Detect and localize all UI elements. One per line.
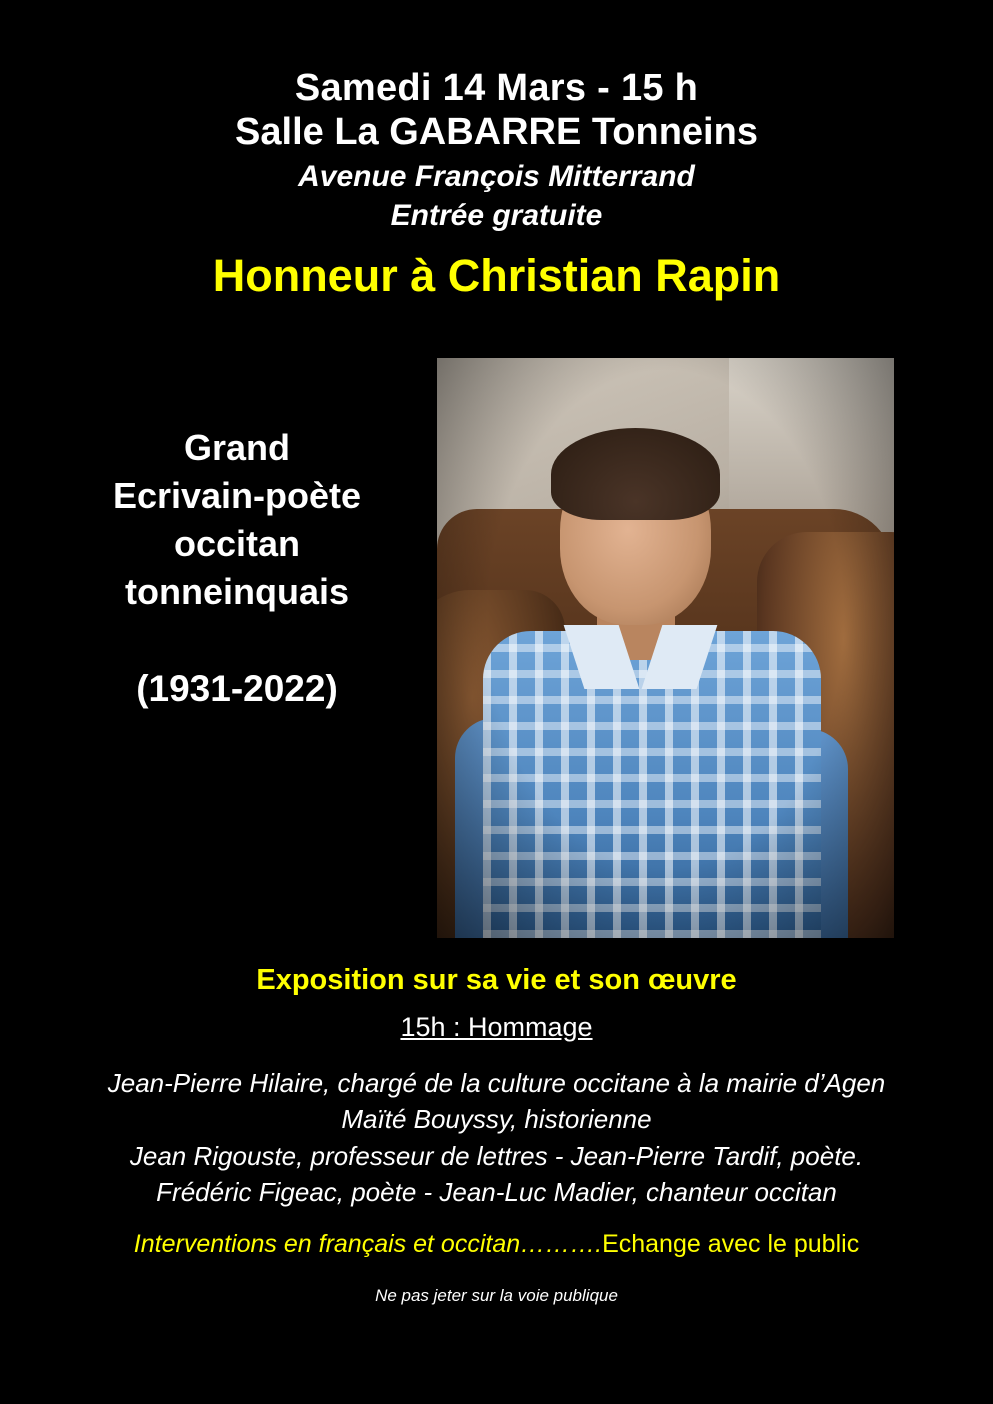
speaker-line: Frédéric Figeac, poète - Jean-Luc Madier, chanteur occitan	[156, 1176, 837, 1207]
speaker-line: Maïté Bouyssy, historienne	[341, 1104, 652, 1135]
poster-bottom-block	[0, 962, 993, 1306]
poster-title: Honneur à Christian Rapin	[212, 249, 781, 301]
descriptor-line-3: occitan	[173, 522, 301, 564]
event-venue: Salle La GABARRE Tonneins	[235, 111, 758, 154]
descriptor-line-4: tonneinquais	[125, 570, 349, 612]
descriptor-line-2: Ecrivain-poète	[112, 474, 362, 516]
interventions-note	[0, 1228, 993, 1262]
exhibition-title: Exposition sur sa vie et son œuvre	[256, 964, 737, 996]
interventions-text: Interventions en français et occitan……….	[133, 1230, 603, 1259]
portrait-vignette	[437, 358, 894, 938]
speaker-line: Jean-Pierre Hilaire, chargé de la culture occitane à la mairie d’Agen	[107, 1067, 886, 1098]
event-entry-info: Entrée gratuite	[390, 198, 603, 232]
interventions-exchange-text: Echange avec le public	[602, 1230, 860, 1259]
subject-portrait-photo	[437, 358, 894, 938]
speaker-line: Jean Rigouste, professeur de lettres - Jean-Pierre Tardif, poète.	[129, 1140, 864, 1171]
hommage-time: 15h : Hommage	[400, 1011, 593, 1042]
descriptor-line-1: Grand	[183, 427, 290, 468]
poster-header	[0, 66, 993, 303]
legal-disclaimer: Ne pas jeter sur la voie publique	[375, 1286, 618, 1306]
event-date: Samedi 14 Mars - 15 h	[294, 67, 699, 109]
subject-life-years: (1931-2022)	[136, 667, 338, 709]
subject-descriptor	[62, 424, 412, 713]
event-address: Avenue François Mitterrand	[298, 160, 695, 194]
speakers-list	[0, 1065, 993, 1211]
